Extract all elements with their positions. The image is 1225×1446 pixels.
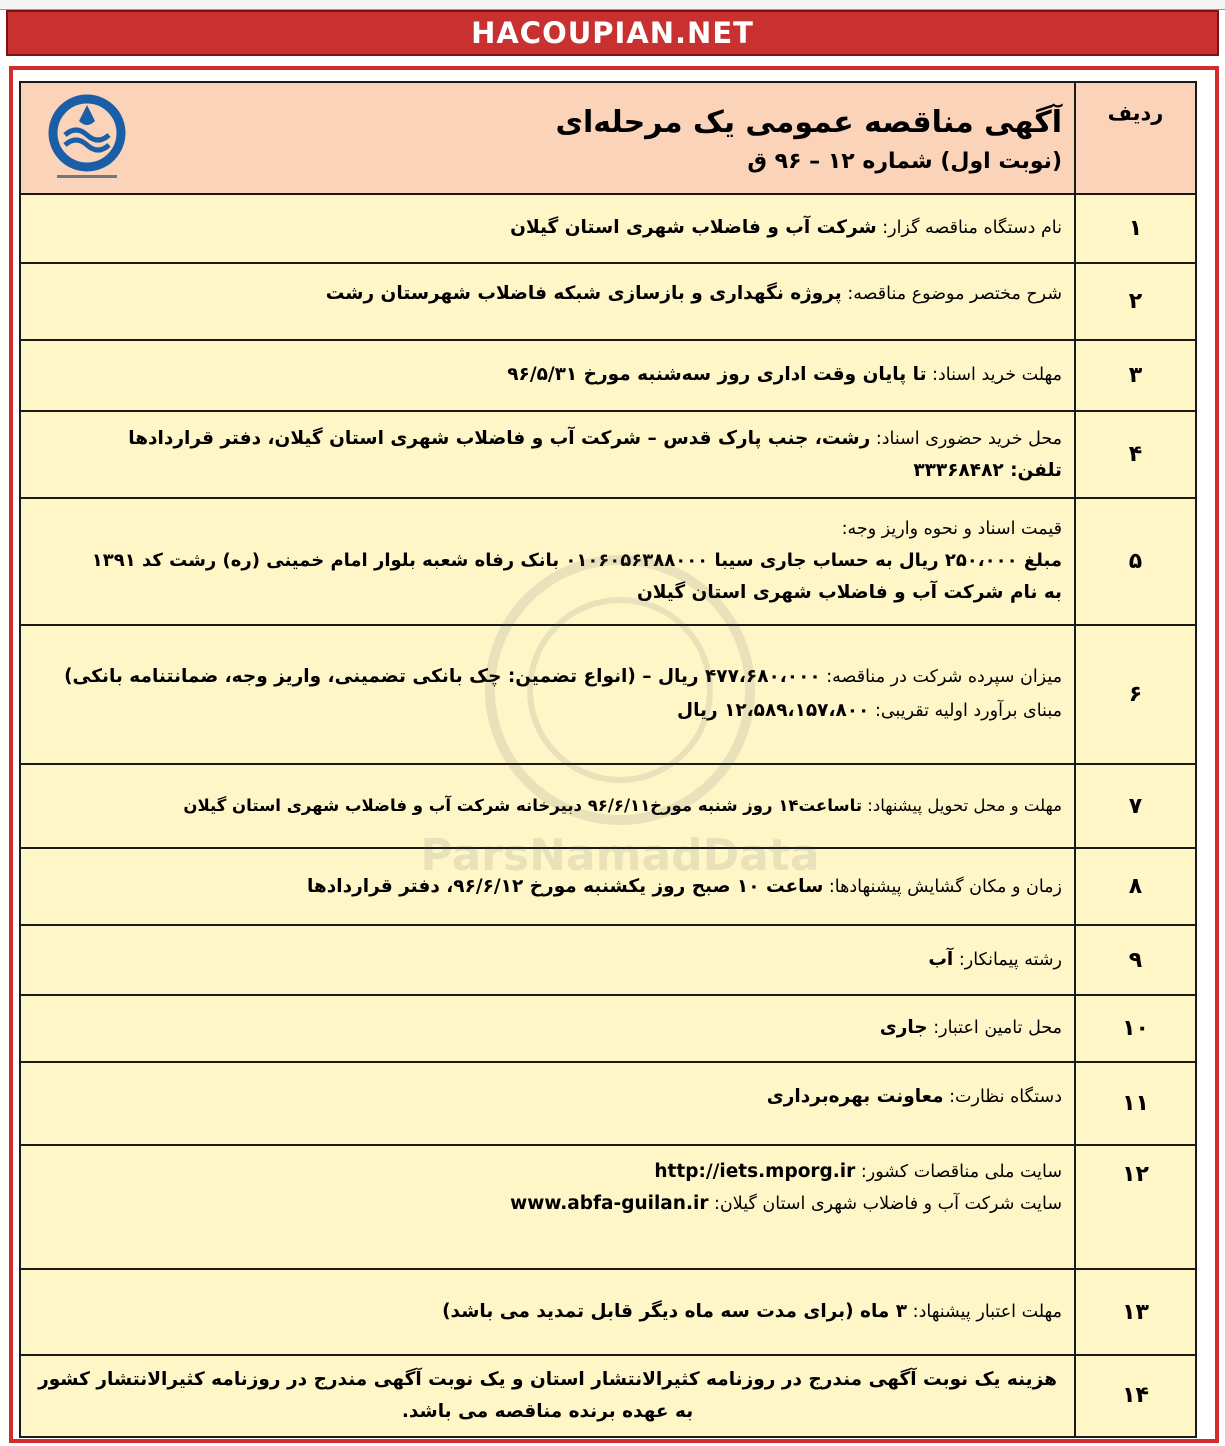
table-row bbox=[20, 194, 1196, 262]
row-content bbox=[20, 625, 1075, 764]
row-label: مهلت خرید اسناد: bbox=[932, 365, 1062, 386]
row-number: ۸ bbox=[1075, 848, 1196, 925]
row-label: محل تامین اعتبار: bbox=[933, 1018, 1062, 1039]
row-label: سایت ملی مناقصات کشور: bbox=[860, 1162, 1062, 1183]
row-number: ۱ bbox=[1075, 194, 1196, 262]
row-value: ۴۷۷،۶۸۰،۰۰۰ ریال – (انواع تضمین: چک بانکی تضمینی، واریز وجه، ضمانتنامه بانکی) bbox=[64, 666, 821, 688]
iets-link[interactable]: http://iets.mporg.ir bbox=[654, 1161, 856, 1183]
row-content bbox=[20, 995, 1075, 1062]
row-number: ۵ bbox=[1075, 498, 1196, 624]
table-row bbox=[20, 1355, 1196, 1437]
row-number: ۷ bbox=[1075, 764, 1196, 848]
row-column-header: ردیف bbox=[1075, 82, 1196, 194]
table-row bbox=[20, 625, 1196, 764]
table-row bbox=[20, 1269, 1196, 1354]
site-banner bbox=[6, 10, 1219, 56]
row-content bbox=[20, 1062, 1075, 1145]
notice-title: آگهی مناقصه عمومی یک مرحله‌ای bbox=[555, 105, 1062, 141]
row-number: ۱۴ bbox=[1075, 1355, 1196, 1437]
row-label: مهلت و محل تحویل پیشنهاد: bbox=[867, 796, 1062, 816]
row-label: مهلت اعتبار پیشنهاد: bbox=[912, 1302, 1062, 1323]
table-row bbox=[20, 1062, 1196, 1145]
row-value: معاونت بهره‌برداری bbox=[766, 1085, 944, 1107]
table-row bbox=[20, 411, 1196, 498]
row-value-continued: به نام شرکت آب و فاضلاب شهری استان گیلان bbox=[636, 582, 1062, 604]
row-content bbox=[20, 925, 1075, 994]
row-content bbox=[20, 263, 1075, 340]
row-value: تا پایان وقت اداری روز سه‌شنبه مورخ ۹۶/۵/۳۱ bbox=[507, 364, 927, 386]
row-number: ۲ bbox=[1075, 263, 1196, 340]
table-row bbox=[20, 925, 1196, 994]
table-row bbox=[20, 1145, 1196, 1269]
row-label: میزان سپرده شرکت در مناقصه: bbox=[826, 667, 1062, 688]
row-value: شرکت آب و فاضلاب شهری استان گیلان bbox=[510, 217, 877, 239]
row-label: شرح مختصر موضوع مناقصه: bbox=[847, 283, 1062, 304]
notice-subtitle: (نوبت اول) شماره ۱۲ – ۹۶ ق bbox=[747, 149, 1062, 175]
row-value: تاساعت۱۴ روز شنبه مورخ۹۶/۶/۱۱ دبیرخانه شرکت آب و فاضلاب شهری استان گیلان bbox=[183, 796, 863, 816]
row-content bbox=[20, 1355, 1075, 1437]
row-value: پروژه نگهداری و بازسازی شبکه فاضلاب شهرستان رشت bbox=[325, 282, 842, 304]
row-value: ساعت ۱۰ صبح روز یکشنبه مورخ ۹۶/۶/۱۲، دفتر قراردادها bbox=[306, 875, 824, 897]
table-row bbox=[20, 498, 1196, 624]
row-number: ۱۲ bbox=[1075, 1145, 1196, 1269]
row-number: ۱۳ bbox=[1075, 1269, 1196, 1354]
table-row bbox=[20, 995, 1196, 1062]
notice-header bbox=[20, 82, 1075, 194]
row-content bbox=[20, 848, 1075, 925]
row-label: قیمت اسناد و نحوه واریز وجه: bbox=[841, 519, 1062, 540]
row-label: محل خرید حضوری اسناد: bbox=[875, 428, 1062, 449]
row-content bbox=[20, 1269, 1075, 1354]
table-row bbox=[20, 340, 1196, 411]
row-label: دستگاه نظارت: bbox=[949, 1086, 1062, 1107]
row-label: نام دستگاه مناقصه گزار: bbox=[882, 218, 1062, 239]
row-value: رشت، جنب پارک قدس – شرکت آب و فاضلاب شهری استان گیلان، دفتر قراردادها bbox=[128, 427, 871, 449]
table-row bbox=[20, 764, 1196, 848]
notice-header-row bbox=[20, 82, 1196, 194]
row-number: ۶ bbox=[1075, 625, 1196, 764]
estimate-value: ۱۲،۵۸۹،۱۵۷،۸۰۰ ریال bbox=[677, 700, 870, 722]
row-content bbox=[20, 1145, 1075, 1269]
row-number: ۹ bbox=[1075, 925, 1196, 994]
row-value: ۳ ماه (برای مدت سه ماه دیگر قابل تمدید می باشد) bbox=[442, 1301, 908, 1323]
row-content bbox=[20, 340, 1075, 411]
abfa-link[interactable]: www.abfa-guilan.ir bbox=[510, 1193, 709, 1215]
water-company-logo-icon bbox=[43, 91, 131, 187]
tender-notice-table bbox=[19, 81, 1197, 1438]
row-content bbox=[20, 411, 1075, 498]
row-number: ۱۱ bbox=[1075, 1062, 1196, 1145]
row-content bbox=[20, 498, 1075, 624]
row-value: هزینه یک نوبت آگهی مندرج در روزنامه کثیرالانتشار استان و یک نوبت آگهی مندرج در روزنامه کثیرالانتشار کشور به عهده برنده مناقصه می باشد. bbox=[38, 1368, 1057, 1422]
row-value: مبلغ ۲۵۰،۰۰۰ ریال به حساب جاری سیبا ۰۱۰۶۰۵۶۳۸۸۰۰۰ بانک رفاه شعبه بلوار امام خمینی (ره) رشت کد ۱۳۹۱ bbox=[91, 550, 1062, 572]
row-value: آب bbox=[928, 949, 954, 970]
top-strip bbox=[0, 0, 1225, 10]
row-content bbox=[20, 764, 1075, 848]
row-value: جاری bbox=[879, 1017, 928, 1039]
row-number: ۴ bbox=[1075, 411, 1196, 498]
row-number: ۱۰ bbox=[1075, 995, 1196, 1062]
row-number: ۳ bbox=[1075, 340, 1196, 411]
row-label: رشته پیمانکار: bbox=[958, 950, 1062, 970]
site-name: HACOUPIAN.NET bbox=[471, 16, 754, 50]
company-site-label: سایت شرکت آب و فاضلاب شهری استان گیلان: bbox=[714, 1194, 1062, 1215]
row-content bbox=[20, 194, 1075, 262]
estimate-label: مبنای برآورد اولیه تقریبی: bbox=[874, 701, 1062, 722]
phone-value: تلفن: ۳۳۳۶۸۴۸۲ bbox=[913, 459, 1062, 481]
table-row bbox=[20, 263, 1196, 340]
row-label: زمان و مکان گشایش پیشنهادها: bbox=[828, 876, 1062, 897]
table-row bbox=[20, 848, 1196, 925]
